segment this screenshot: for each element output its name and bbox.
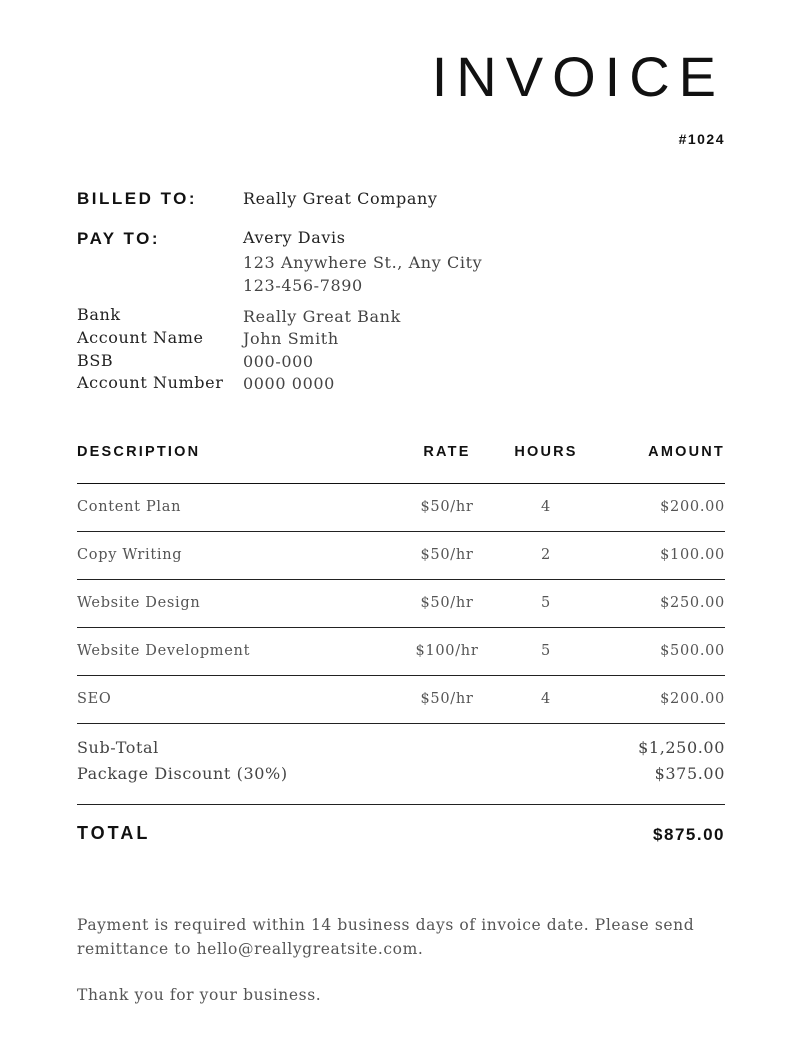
billed-to-label: BILLED TO: [77,189,198,208]
header-description: DESCRIPTION [77,444,201,460]
discount-label: Package Discount (30%) [77,764,288,783]
invoice-title: INVOICE [431,45,725,108]
summary-block [77,738,725,805]
row-description: Copy Writing [77,547,183,563]
bank-label: Bank [77,305,121,324]
table-header [77,438,725,484]
pay-to-phone: 123-456-7890 [243,276,363,295]
header-rate: RATE [423,444,471,460]
row-rate: $50/hr [420,547,474,563]
row-description: Website Development [77,643,251,659]
row-amount: $200.00 [660,499,725,515]
subtotal-value: $1,250.00 [638,738,725,757]
table-row [77,628,725,676]
row-amount: $200.00 [660,691,725,707]
row-rate: $50/hr [420,691,474,707]
invoice-table [77,438,725,724]
bsb-value: 000-000 [243,352,314,371]
row-description: Website Design [77,595,201,611]
total-label: TOTAL [77,823,151,843]
row-hours: 5 [541,595,551,611]
row-rate: $100/hr [415,643,479,659]
account-name-label: Account Name [77,328,204,347]
thank-you-note: Thank you for your business. [77,986,322,1004]
row-description: SEO [77,691,112,707]
row-amount: $250.00 [660,595,725,611]
billed-to-name: Really Great Company [243,189,438,208]
account-number-label: Account Number [77,373,224,392]
invoice-number: #1024 [678,131,725,147]
discount-value: $375.00 [654,764,725,783]
pay-to-name: Avery Davis [243,228,346,247]
row-hours: 4 [541,499,551,515]
row-hours: 2 [541,547,551,563]
row-rate: $50/hr [420,595,474,611]
account-name-value: John Smith [243,329,339,348]
subtotal-line [77,738,725,764]
row-hours: 5 [541,643,551,659]
discount-line [77,764,725,790]
bank-value: Really Great Bank [243,307,401,326]
account-number-value: 0000 0000 [243,374,335,393]
table-row [77,580,725,628]
subtotal-label: Sub-Total [77,738,159,757]
row-rate: $50/hr [420,499,474,515]
row-description: Content Plan [77,499,182,515]
row-hours: 4 [541,691,551,707]
table-row [77,484,725,532]
row-amount: $100.00 [660,547,725,563]
bsb-label: BSB [77,351,114,370]
table-row [77,676,725,724]
header-hours: HOURS [514,444,578,460]
row-amount: $500.00 [660,643,725,659]
payment-note: Payment is required within 14 business days of invoice date. Please send remittance to hello@reallygreatsite.com. [77,916,695,958]
table-row [77,532,725,580]
header-amount: AMOUNT [648,444,725,460]
total-value: $875.00 [653,825,725,844]
pay-to-label: PAY TO: [77,229,161,248]
pay-to-address: 123 Anywhere St., Any City [243,253,483,272]
